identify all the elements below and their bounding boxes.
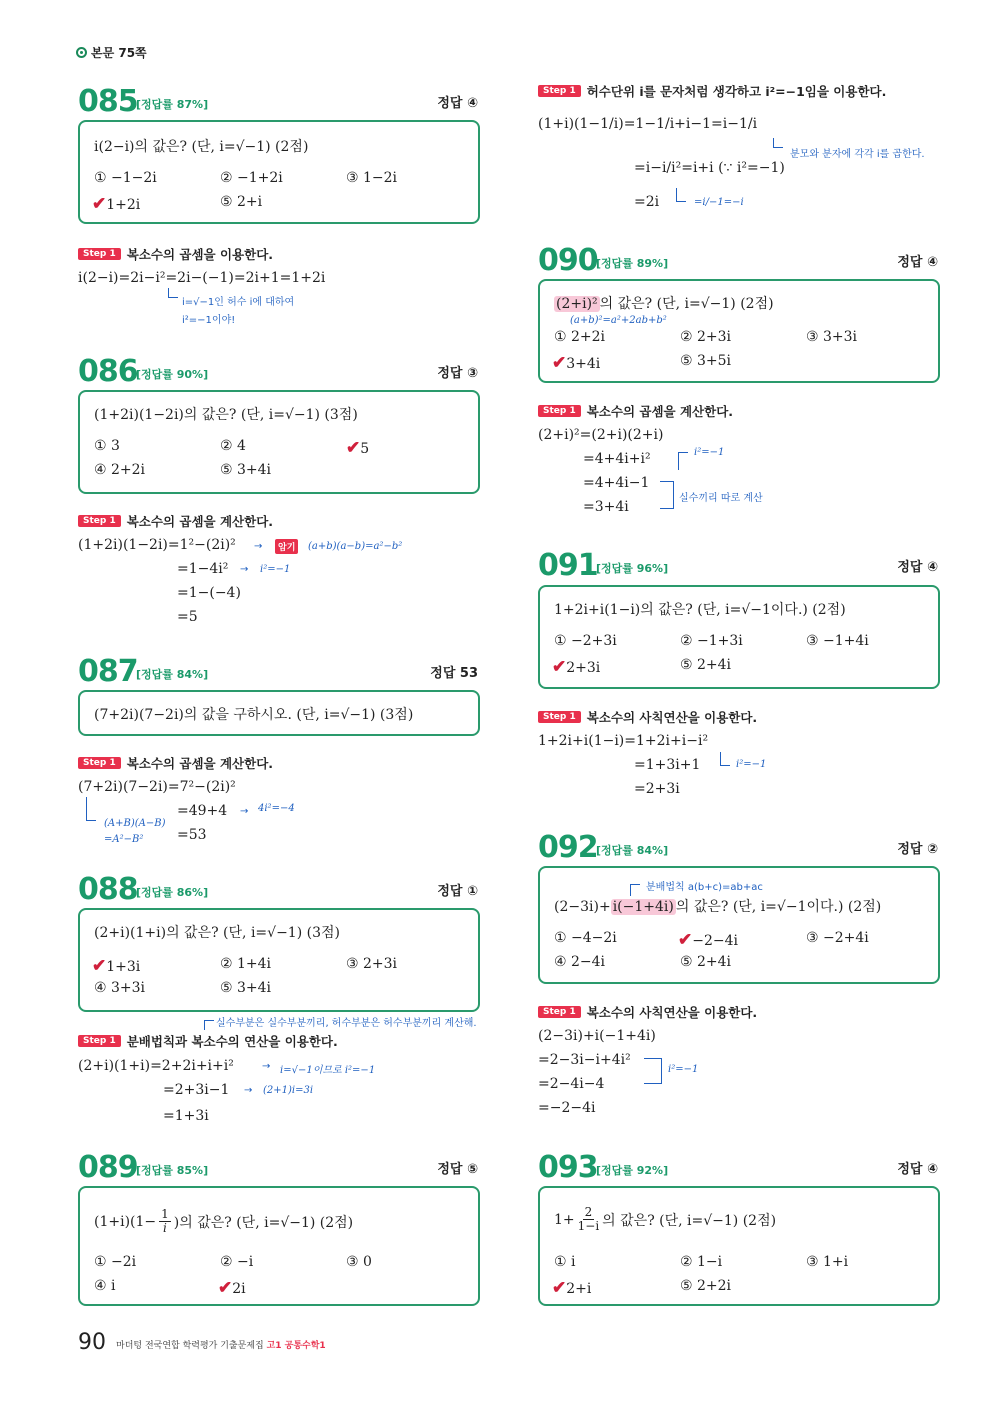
solution-line: =i−i/i²=i+i (∵ i²=−1) [634, 160, 785, 176]
solution-line: =2i [634, 194, 660, 210]
annotation: (a+b)²=a²+2ab+b² [570, 315, 667, 326]
option-1: ① 2+2i [554, 329, 606, 345]
answer-label: 정답 ⑤ [437, 1162, 478, 1177]
check-mark-icon: ✔ [678, 930, 693, 950]
option-2: ② 2+3i [680, 329, 732, 345]
step-text: 복소수의 사칙연산을 이용한다. [586, 710, 758, 725]
correct-rate: [정답률 84%] [136, 668, 209, 681]
annotation: 4i²=−4 [258, 803, 295, 814]
step-text: 복소수의 사칙연산을 이용한다. [586, 1005, 758, 1020]
question-text [94, 1208, 353, 1235]
option-5: ⑤ 3+4i [220, 980, 272, 996]
numerator: 2 [584, 1205, 593, 1219]
check-mark-icon: ✔ [552, 657, 567, 677]
book-title: 마더텅 전국연합 학력평가 기출문제집 [116, 1341, 264, 1351]
annotation: i²=−1 [260, 564, 291, 575]
step-090 [538, 402, 733, 420]
highlighted-term: (2+i)² [556, 296, 598, 312]
question-090-header [538, 243, 938, 277]
step-text: 복소수의 곱셈을 계산한다. [126, 514, 274, 529]
annotation: 분모와 분자에 각각 i를 곱한다. [790, 149, 925, 160]
memorize-tag: 암기 [275, 539, 298, 554]
arrow-bracket [86, 797, 96, 821]
arrow-bracket [204, 1020, 214, 1030]
option-5: ⑤ 2+2i [680, 1278, 732, 1294]
annotation: =A²−B² [104, 834, 144, 845]
solution-line: =−2−4i [538, 1100, 596, 1116]
step-text: 복소수의 곱셈을 계산한다. [126, 756, 274, 771]
option-text: 3+4i [566, 356, 601, 372]
option-5: ⑤ 2+i [220, 194, 263, 210]
step-badge: Step 1 [538, 85, 581, 97]
solution-line: =1−4i² [177, 561, 229, 577]
step-badge: Step 1 [538, 405, 581, 417]
step-086 [78, 512, 273, 530]
step-badge: Step 1 [78, 248, 121, 260]
answer-label: 정답 ④ [897, 560, 938, 575]
option-5: ⑤ 2+4i [680, 657, 732, 673]
step-092 [538, 1003, 757, 1021]
question-text: 1+2i+i(1−i)의 값은? (단, i=√−1이다.) (2점) [554, 602, 846, 618]
step-text: 복소수의 곱셈을 계산한다. [586, 404, 734, 419]
question-093-header [538, 1150, 938, 1184]
denominator: 1−i [577, 1219, 600, 1233]
step-badge: Step 1 [78, 515, 121, 527]
check-mark-icon: ✔ [92, 194, 107, 214]
question-text [554, 896, 881, 916]
option-2: ② 4 [220, 438, 246, 454]
solution-line: =4+4i+i² [583, 451, 651, 467]
solution-line: (2+i)²=(2+i)(2+i) [538, 427, 664, 443]
option-text: 1+3i [106, 959, 141, 975]
fraction [578, 1206, 600, 1233]
step-089 [538, 82, 886, 100]
option-1: ① −2+3i [554, 633, 617, 649]
option-4-correct [552, 353, 600, 373]
question-part: 의 값은? (단, i=√−1) (2점) [602, 1212, 777, 1229]
annotation: 실수끼리 따로 계산 [679, 493, 763, 504]
solution-line: =49+4 [177, 803, 228, 819]
solution-line: (1+2i)(1−2i)=1²−(2i)² [78, 537, 236, 553]
arrow-bracket [630, 884, 640, 896]
correct-rate: [정답률 90%] [136, 368, 209, 381]
annotation: i²=−1 [694, 447, 725, 458]
step-text: 허수단위 i를 문자처럼 생각하고 i²=−1임을 이용한다. [586, 84, 887, 99]
option-4: ④ 3+3i [94, 980, 146, 996]
option-text: 5 [360, 441, 370, 457]
question-093-box [538, 1186, 940, 1306]
arrow-icon: → [240, 806, 249, 817]
denominator: i [163, 1221, 167, 1235]
check-mark-icon: ✔ [218, 1278, 233, 1298]
question-086-box [78, 390, 480, 494]
arrow-icon: → [244, 1085, 253, 1096]
fraction [159, 1208, 171, 1235]
option-1: ① −2i [94, 1254, 137, 1270]
option-4-correct [552, 657, 600, 677]
arrow-icon: → [254, 541, 263, 552]
arrow-bracket [660, 481, 674, 509]
step-badge: Step 1 [78, 757, 121, 769]
option-1: ① −1−2i [94, 170, 157, 186]
annotation: (a+b)(a−b)=a²−b² [308, 541, 403, 552]
question-number: 091 [538, 548, 598, 583]
solution-line: (7+2i)(7−2i)=7²−(2i)² [78, 779, 236, 795]
answer-label: 정답 ③ [437, 366, 478, 381]
question-text [554, 293, 774, 313]
option-text: −2−4i [692, 933, 739, 949]
solution-line: =1−(−4) [177, 585, 241, 601]
annotation: (A+B)(A−B) [104, 818, 166, 829]
answer-label: 정답 ① [437, 884, 478, 899]
annotation: i²=−1 [736, 759, 767, 770]
correct-rate: [정답률 84%] [596, 844, 669, 857]
option-4-correct [92, 194, 140, 214]
question-text: (2+i)(1+i)의 값은? (단, i=√−1) (3점) [94, 925, 340, 941]
annotation: 분배법칙 a(b+c)=ab+ac [646, 882, 763, 893]
arrow-bracket [676, 188, 686, 202]
check-mark-icon: ✔ [92, 956, 107, 976]
question-086-header [78, 354, 478, 388]
solution-line: =5 [177, 609, 198, 625]
question-part: 의 값은? (단, i=√−1) (2점) [599, 296, 774, 312]
answer-label: 정답 ④ [437, 96, 478, 111]
question-number: 090 [538, 243, 598, 278]
option-5: ⑤ 2+4i [680, 954, 732, 970]
arrow-icon: → [240, 564, 249, 575]
arrow-bracket [720, 752, 730, 766]
option-text: 2+i [566, 1281, 592, 1297]
option-3: ③ 1−2i [346, 170, 398, 186]
option-2: ② 1+4i [220, 956, 272, 972]
question-090-box [538, 279, 940, 383]
book-subtitle: 고1 공통수학1 [266, 1341, 326, 1351]
solution-line: (2+i)(1+i)=2+2i+i+i² [78, 1058, 234, 1074]
solution-line: =3+4i [583, 499, 629, 515]
annotation: =i/−1=−i [694, 197, 744, 208]
solution-line: =1+3i+1 [634, 757, 701, 773]
question-number: 088 [78, 872, 138, 907]
option-3: ③ −2+4i [806, 930, 869, 946]
answer-label: 정답 53 [430, 666, 478, 681]
circle-bullet-icon [76, 47, 87, 58]
question-089-header [78, 1150, 478, 1184]
option-2: ② 1−i [680, 1254, 723, 1270]
question-text [554, 1206, 776, 1233]
option-5: ⑤ 3+4i [220, 462, 272, 478]
solution-line: =53 [177, 827, 207, 843]
option-1: ① −4−2i [554, 930, 617, 946]
correct-rate: [정답률 85%] [136, 1164, 209, 1177]
question-number: 086 [78, 354, 138, 389]
arrow-bracket [168, 288, 178, 298]
footer-text [116, 1338, 326, 1351]
numerator: 1 [161, 1207, 169, 1221]
option-4: ④ 2+2i [94, 462, 146, 478]
option-text: 2i [232, 1281, 246, 1297]
solution-line: =2−4i−4 [538, 1076, 605, 1092]
step-085 [78, 245, 273, 263]
correct-rate: [정답률 89%] [596, 257, 669, 270]
step-badge: Step 1 [78, 1035, 121, 1047]
arrow-bracket [678, 452, 688, 470]
step-badge: Step 1 [538, 1006, 581, 1018]
solution-line: =2−3i−i+4i² [538, 1052, 631, 1068]
solution-line: =4+4i−1 [583, 475, 650, 491]
page-number: 90 [78, 1330, 106, 1355]
annotation: (2+1)i=3i [263, 1085, 314, 1096]
question-089-box [78, 1186, 480, 1306]
section-reference [76, 44, 147, 61]
solution-line: (1+i)(1−1/i)=1−1/i+i−1=i−1/i [538, 116, 758, 132]
question-text: (1+2i)(1−2i)의 값은? (단, i=√−1) (3점) [94, 407, 358, 423]
option-3: ③ 1+i [806, 1254, 849, 1270]
question-number: 087 [78, 654, 138, 689]
option-1-correct [92, 956, 140, 976]
correct-rate: [정답률 92%] [596, 1164, 669, 1177]
highlighted-term: i(−1+4i) [612, 899, 674, 915]
solution-line: =2+3i−1 [163, 1082, 230, 1098]
option-3: ③ 0 [346, 1254, 372, 1270]
solution-line: (2−3i)+i(−1+4i) [538, 1028, 656, 1044]
step-091 [538, 708, 757, 726]
option-2-correct [678, 930, 738, 950]
answer-label: 정답 ④ [897, 1162, 938, 1177]
question-087-header [78, 654, 478, 688]
question-number: 093 [538, 1150, 598, 1185]
step-badge: Step 1 [538, 711, 581, 723]
question-087-box [78, 690, 480, 736]
arrow-bracket [773, 138, 783, 148]
question-number: 089 [78, 1150, 138, 1185]
annotation: i²=−1이야! [182, 315, 236, 326]
question-091-box [538, 585, 940, 689]
solution-line: i(2−i)=2i−i²=2i−(−1)=2i+1=1+2i [78, 270, 326, 286]
question-085-box [78, 120, 480, 224]
annotation: 실수부분은 실수부분끼리, 허수부분은 허수부분끼리 계산해. [216, 1018, 477, 1029]
option-3: ③ 2+3i [346, 956, 398, 972]
correct-rate: [정답률 87%] [136, 98, 209, 111]
question-text: i(2−i)의 값은? (단, i=√−1) (2점) [94, 139, 309, 155]
arrow-bracket [644, 1058, 662, 1084]
check-mark-icon: ✔ [552, 1278, 567, 1298]
option-2: ② −1+3i [680, 633, 743, 649]
question-number: 092 [538, 830, 598, 865]
question-091-header [538, 548, 938, 582]
answer-label: 정답 ④ [897, 255, 938, 270]
option-2: ② −i [220, 1254, 254, 1270]
option-3: ③ 3+3i [806, 329, 858, 345]
question-092-box [538, 866, 940, 984]
option-3-correct [346, 438, 369, 458]
option-2: ② −1+2i [220, 170, 283, 186]
correct-rate: [정답률 96%] [596, 562, 669, 575]
option-4: ④ 2−4i [554, 954, 606, 970]
question-part: (2−3i)+ [554, 899, 611, 915]
question-part: 의 값은? (단, i=√−1이다.) (2점) [675, 899, 882, 915]
question-088-header [78, 872, 478, 906]
annotation: i=√−1인 허수 i에 대하여 [182, 297, 295, 308]
annotation: i=√−1이므로 i²=−1 [280, 1065, 376, 1076]
step-text: 분배법칙과 복소수의 연산을 이용한다. [126, 1034, 338, 1049]
question-part: 1+ [554, 1211, 575, 1228]
option-text: 2+3i [566, 660, 601, 676]
check-mark-icon: ✔ [346, 438, 361, 458]
option-4: ④ i [94, 1278, 116, 1294]
question-088-box [78, 908, 480, 1012]
option-5: ⑤ 3+5i [680, 353, 732, 369]
step-text: 복소수의 곱셈을 이용한다. [126, 247, 274, 262]
question-085-header [78, 84, 478, 118]
question-092-header [538, 830, 938, 864]
step-087 [78, 754, 273, 772]
option-text: 1+2i [106, 197, 141, 213]
option-4-correct [552, 1278, 591, 1298]
solution-line: 1+2i+i(1−i)=1+2i+i−i² [538, 733, 709, 749]
check-mark-icon: ✔ [552, 353, 567, 373]
question-text: (7+2i)(7−2i)의 값을 구하시오. (단, i=√−1) (3점) [94, 707, 414, 723]
solution-line: =2+3i [634, 781, 680, 797]
section-reference-text: 본문 75쪽 [91, 46, 147, 60]
step-088 [78, 1032, 338, 1050]
option-5-correct [218, 1278, 246, 1298]
question-part: (1+i)(1− [94, 1213, 157, 1230]
answer-label: 정답 ② [897, 842, 938, 857]
question-part: )의 값은? (단, i=√−1) (2점) [173, 1214, 354, 1231]
correct-rate: [정답률 86%] [136, 886, 209, 899]
solution-line: =1+3i [163, 1108, 209, 1124]
option-1: ① 3 [94, 438, 120, 454]
arrow-icon: → [262, 1061, 271, 1072]
option-3: ③ −1+4i [806, 633, 869, 649]
option-1: ① i [554, 1254, 576, 1270]
annotation: i²=−1 [668, 1064, 699, 1075]
question-number: 085 [78, 84, 138, 119]
